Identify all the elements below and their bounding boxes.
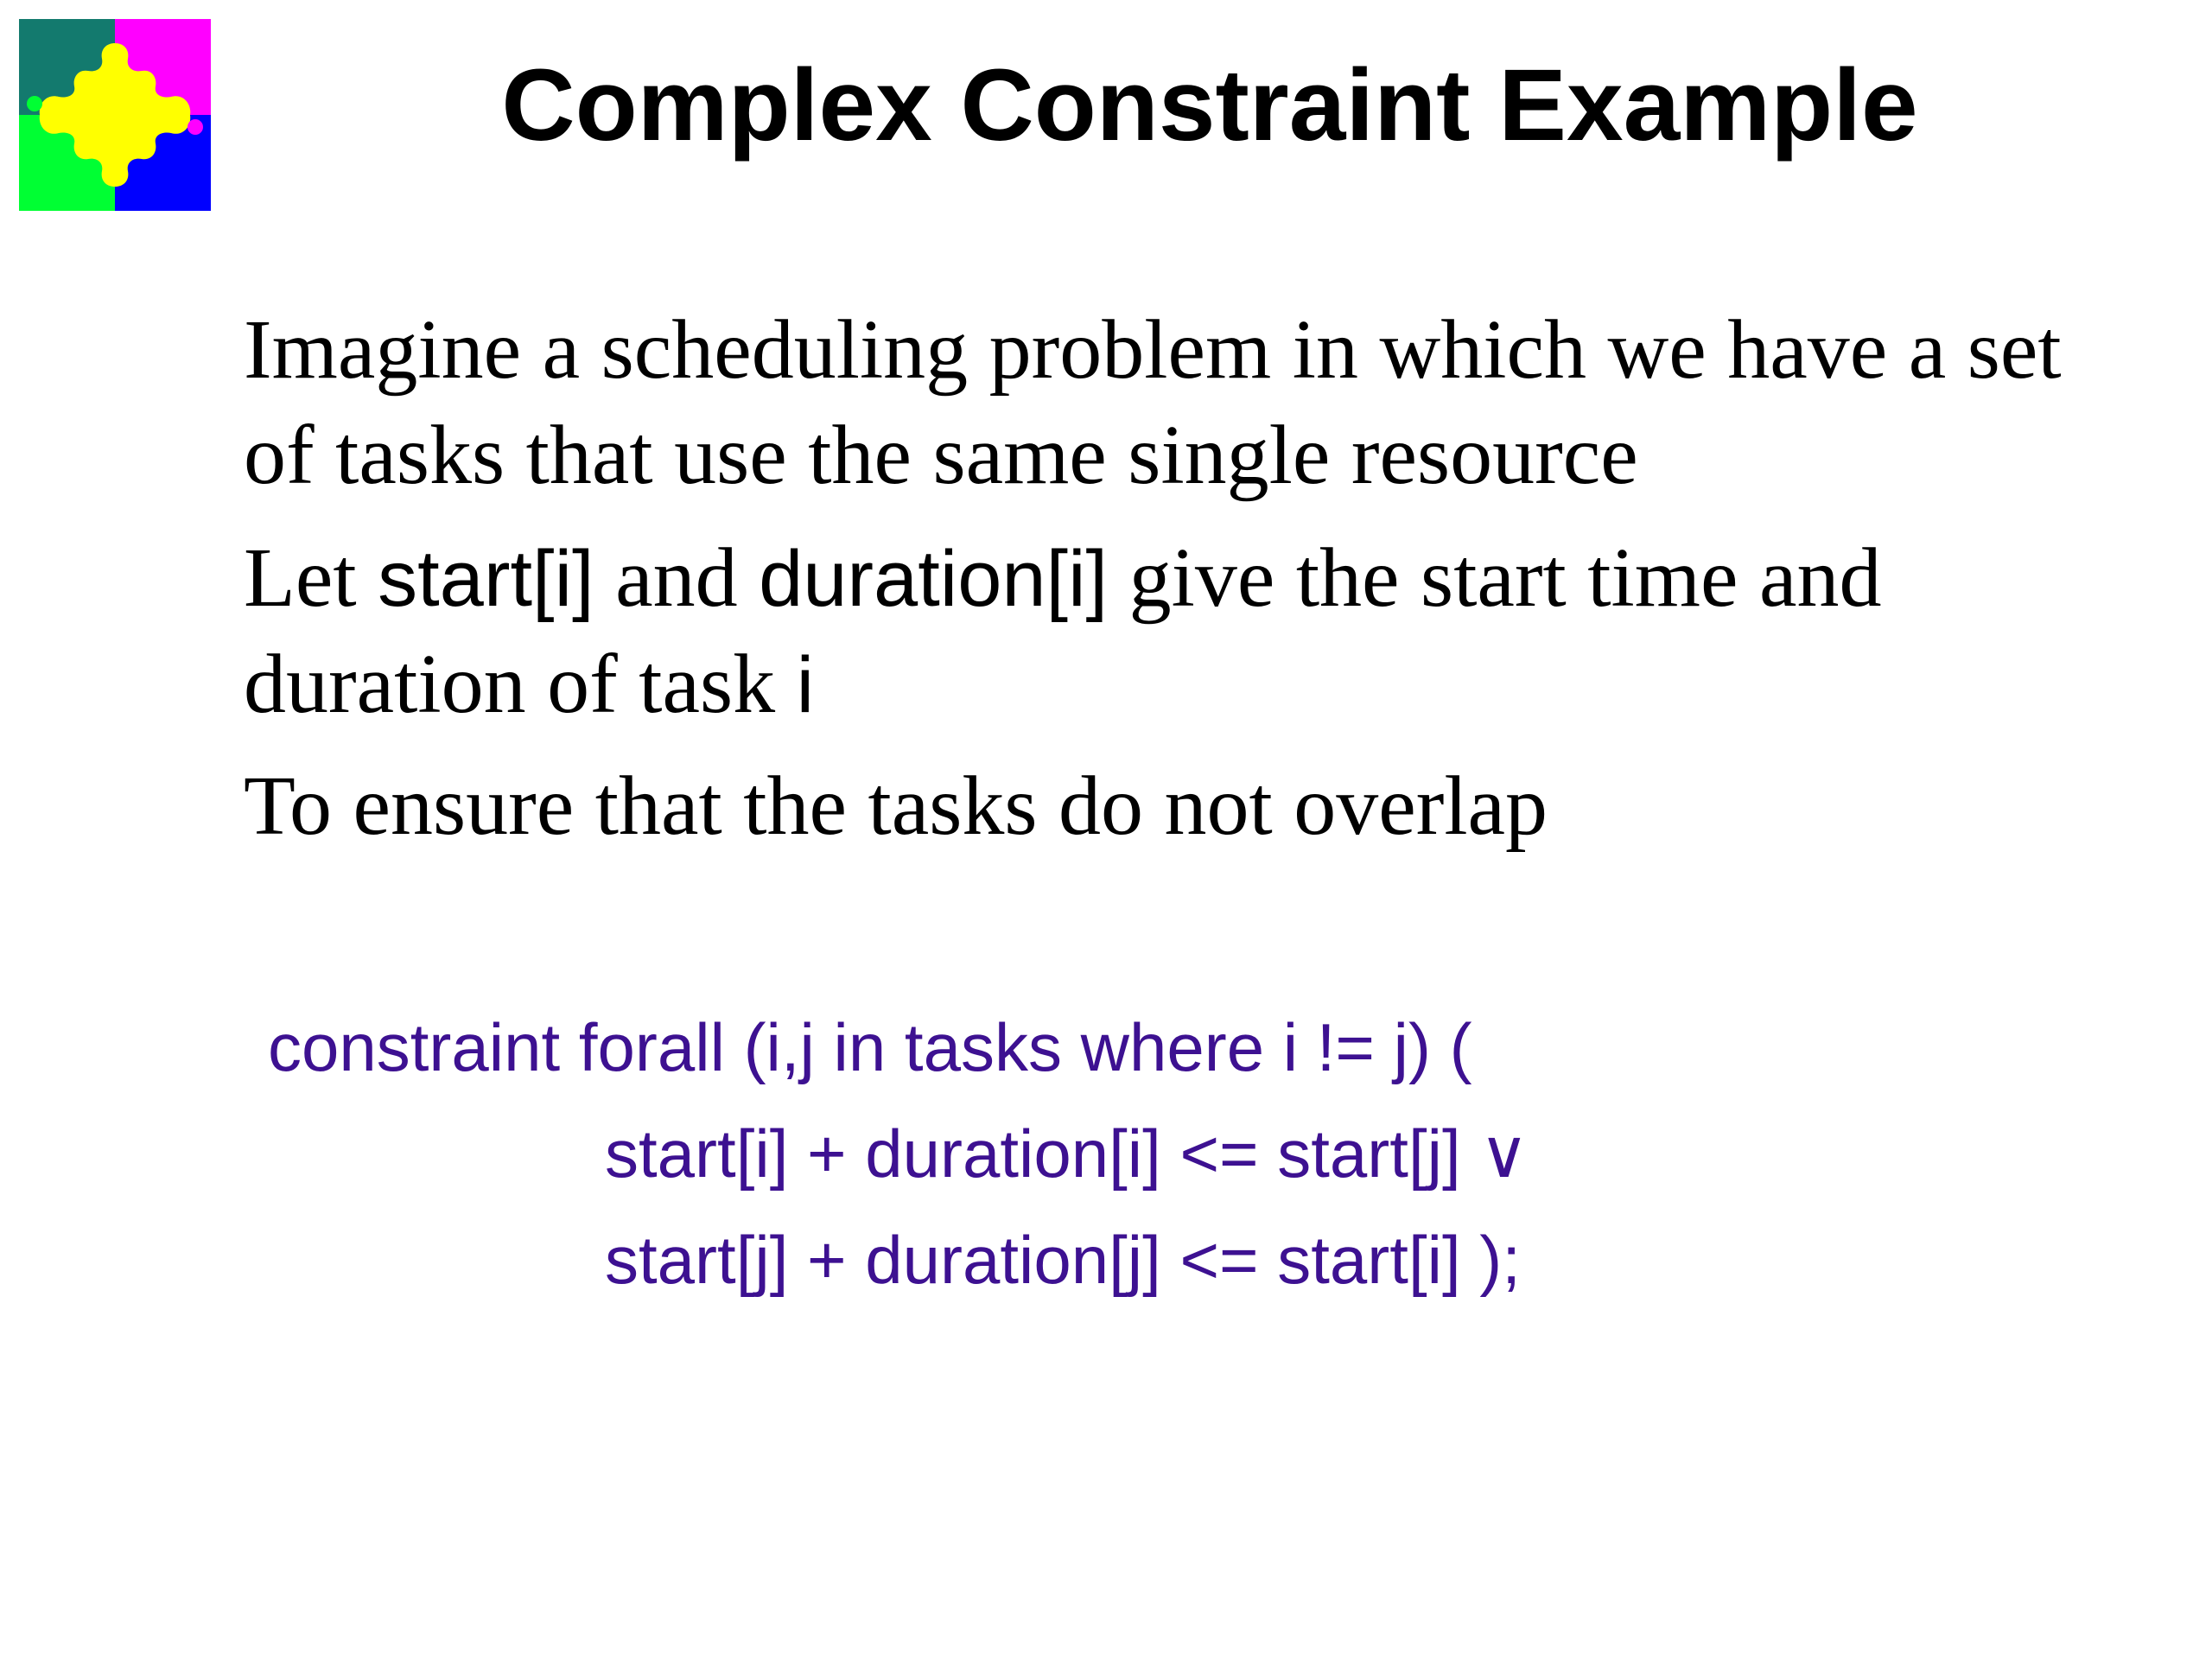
paragraph-definitions: [244, 525, 2127, 738]
term-i: i: [796, 641, 815, 729]
text-segment: and: [594, 531, 760, 625]
code-line-1: constraint forall (i,j in tasks where i != j) (: [268, 1009, 1472, 1085]
slide-title: Complex Constraint Example: [501, 48, 1918, 162]
text-segment: Let: [244, 531, 378, 625]
puzzle-logo-icon: [19, 19, 211, 211]
term-start: start[i]: [378, 535, 594, 623]
paragraph-scheduling: Imagine a scheduling problem in which we have a set of tasks that use the same single resource: [244, 303, 2062, 502]
code-line-2: start[i] + duration[i] <= start[j] ∨: [605, 1116, 1529, 1192]
term-duration: duration[i]: [759, 535, 1109, 623]
text-segment: give the start time and duration of task: [244, 531, 1882, 731]
code-line-3: start[j] + duration[j] <= start[i] );: [605, 1222, 1521, 1298]
paragraph-overlap: To ensure that the tasks do not overlap: [244, 760, 1548, 853]
